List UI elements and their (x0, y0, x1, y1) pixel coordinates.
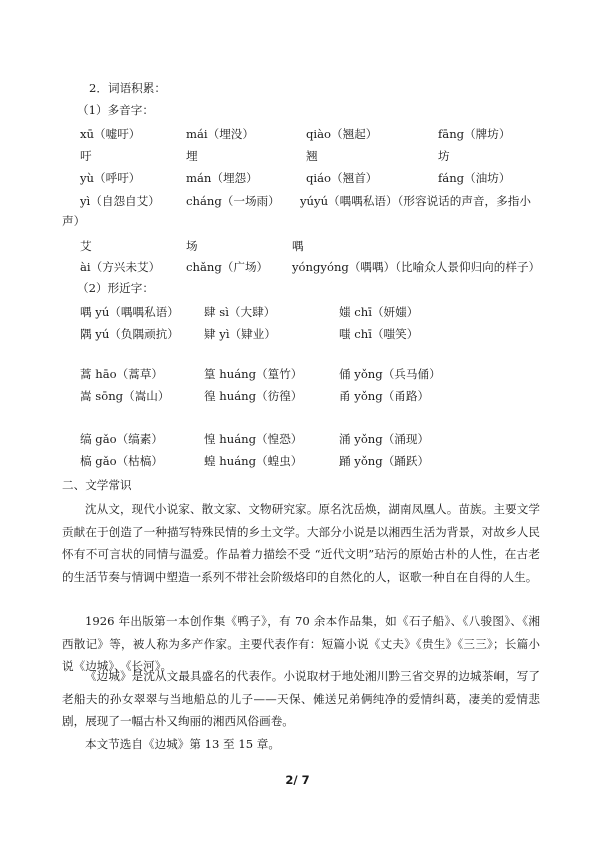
polyphone-char: 坊 (438, 149, 450, 163)
polyphone-cell: qiáo（翘首） (306, 171, 378, 185)
similar-char-cell: 蝗 huáng（蝗虫） (204, 454, 303, 468)
similar-chars-title: （2）形近字： (77, 281, 154, 295)
similar-char-cell: 隅 yú（负隅顽抗） (80, 327, 179, 341)
polyphone-cell: fáng（油坊） (438, 171, 511, 185)
similar-char-cell: 蒿 hāo（蒿草） (80, 367, 164, 381)
polyphone-cell: qiào（翘起） (306, 127, 378, 141)
similar-char-cell: 嵩 sōng（嵩山） (80, 389, 170, 403)
page-number: 2/ 7 (285, 773, 310, 787)
paragraph-works: 1926 年出版第一本创作集《鸭子》，有 70 余本作品集，如《石子船》、《八骏图》、《湘西散记》等，被人称为多产作家。主要代表作有：短篇小说《丈夫》《贵生》《三三》；长篇小说《边城》、《长河》。 (62, 614, 540, 674)
polyphone-char: 吁 (80, 149, 92, 163)
polyphone-cell: xū（嘘吁） (80, 127, 141, 141)
polyphone-title: （1）多音字： (77, 103, 154, 117)
polyphone-char: 喁 (292, 239, 304, 253)
polyphone-cell: yì（自怨自艾） (80, 194, 160, 208)
polyphone-char: 埋 (186, 149, 198, 163)
similar-char-cell: 惶 huáng（惶恐） (204, 432, 303, 446)
polyphone-cell-continuation: 声） (62, 214, 86, 228)
polyphone-cell: yóngyóng（喁喁）（比喻众人景仰归向的样子） (292, 260, 541, 274)
similar-char-cell: 喁 yú（喁喁私语） (80, 305, 179, 319)
similar-char-cell: 踊 yǒng（踊跃） (339, 454, 430, 468)
polyphone-char: 翘 (306, 149, 318, 163)
polyphone-cell: ài（方兴未艾） (80, 260, 161, 274)
similar-char-cell: 甬 yǒng（甬路） (339, 389, 430, 403)
paragraph-source-note: 本文节选自《边城》第 13 至 15 章。 (85, 737, 280, 751)
similar-char-cell: 涌 yǒng（涌现） (339, 432, 430, 446)
similar-char-cell: 徨 huáng（彷徨） (204, 389, 303, 403)
polyphone-char: 艾 (80, 239, 92, 253)
similar-char-cell: 肄 yì（肄业） (204, 327, 276, 341)
polyphone-cell: mái（埋没） (186, 127, 254, 141)
polyphone-cell: chǎng（广场） (186, 260, 269, 274)
similar-char-cell: 篁 huáng（篁竹） (204, 367, 303, 381)
literature-heading: 二、文学常识 (62, 478, 132, 492)
similar-char-cell: 槁 gǎo（枯槁） (80, 454, 163, 468)
similar-char-cell: 俑 yǒng（兵马俑） (339, 367, 441, 381)
polyphone-char: 场 (186, 239, 198, 253)
paragraph-author-bio: 沈从文，现代小说家、散文家、文物研究家。原名沈岳焕，湖南凤凰人。苗族。主要文学贡献在于创造了一种描写特殊民情的乡土文学。大部分小说是以湘西生活为背景，对故乡人民怀有不可言状的同情与温爱。作品着力描绘不受 “近代文明”玷污的原始古朴的人性，在古老的生活节奏与情调中塑造一系列不带社会阶级烙印的自然化的人，讴歌一种自在自得的人生。 (62, 502, 540, 584)
similar-char-cell: 嗤 chī（嗤笑） (339, 327, 419, 341)
similar-char-cell: 缟 gǎo（缟素） (80, 432, 163, 446)
polyphone-cell: yù（呼吁） (80, 171, 141, 185)
similar-char-cell: 媸 chī（妍媸） (339, 305, 419, 319)
vocab-heading: 2．词语积累： (89, 81, 166, 95)
polyphone-cell: fāng（牌坊） (438, 127, 511, 141)
polyphone-cell: yúyú（喁喁私语）（形容说话的声音，多指小 (300, 194, 531, 208)
paragraph-biancheng: 《边城》是沈从文最具盛名的代表作。小说取材于地处湘川黔三省交界的边城茶峒，写了老船夫的孙女翠翠与当地船总的儿子——天保、傩送兄弟俩纯净的爱情纠葛，凄美的爱情悲剧，展现了一幅古朴又绚丽的湘西风俗画卷。 (62, 669, 540, 729)
polyphone-cell: mán（埋怨） (186, 171, 258, 185)
polyphone-cell: cháng（一场雨） (186, 194, 280, 208)
similar-char-cell: 肆 sì（大肆） (204, 305, 276, 319)
